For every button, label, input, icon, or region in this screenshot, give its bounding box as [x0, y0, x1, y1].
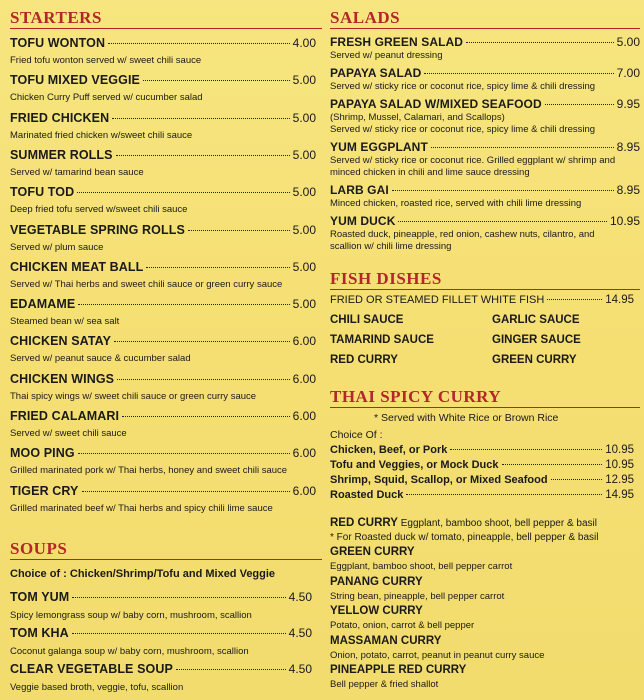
menu-item-desc: Spicy lemongrass soup w/ baby corn, mushroom, scallion	[10, 610, 252, 621]
menu-item-price: 9.95	[616, 97, 640, 111]
menu-item-row	[10, 36, 316, 50]
menu-item-price: 6.00	[292, 371, 316, 386]
menu-item-name: TOM KHA	[10, 626, 69, 640]
menu-item-desc: Veggie based broth, veggie, tofu, scallion	[10, 682, 184, 693]
menu-item-desc: Deep fried tofu served w/sweet chili sauce	[10, 204, 188, 216]
menu-item-price: 8.95	[616, 140, 640, 154]
menu-item-desc: Steamed bean w/ sea salt	[10, 316, 120, 328]
menu-item-row	[10, 484, 316, 498]
menu-item-name: PAPAYA SALAD	[330, 66, 422, 80]
curry-type-desc: Eggplant, bamboo shoot, bell pepper carrot	[330, 561, 513, 572]
menu-item-row	[10, 260, 316, 274]
curry-type-desc: String bean, pineapple, bell pepper carrot	[330, 590, 505, 602]
menu-item-row	[10, 148, 316, 162]
menu-item-price: 6.00	[292, 334, 316, 349]
leader-dots	[78, 304, 289, 305]
leader-dots	[122, 416, 290, 417]
menu-item-name: CHICKEN WINGS	[10, 371, 115, 386]
leader-dots	[114, 341, 290, 342]
menu-item-row	[10, 409, 316, 423]
curry-option-price: 14.95	[605, 489, 634, 501]
menu-item-price: 4.50	[288, 626, 312, 640]
red-curry-desc: Eggplant, bamboo shoot, bell pepper & basil	[400, 518, 597, 529]
leader-dots	[72, 597, 285, 598]
menu-item-price: 5.00	[292, 147, 316, 162]
starters-title: STARTERS	[10, 8, 102, 27]
menu-item-row	[10, 223, 316, 237]
curry-option-row	[330, 459, 634, 471]
menu-item-price: 5.00	[292, 110, 316, 125]
curry-type-desc: Onion, potato, carrot, peanut in peanut curry sauce	[330, 649, 545, 661]
menu-item-name: TOFU MIXED VEGGIE	[10, 73, 140, 88]
menu-item-row	[10, 590, 312, 604]
curry-option-price: 12.95	[605, 474, 634, 486]
menu-item-row	[330, 140, 640, 154]
menu-item-price: 7.00	[616, 66, 640, 80]
menu-item-desc: Served w/ sticky rice or coconut rice, spicy lime & chili dressing	[330, 81, 596, 92]
curry-option-name: Shrimp, Squid, Scallop, or Mixed Seafood	[330, 474, 548, 486]
leader-dots	[424, 73, 613, 74]
menu-item-desc: Served w/ tamarind bean sauce	[10, 166, 144, 178]
menu-item-name: YUM EGGPLANT	[330, 140, 428, 154]
menu-item-desc: Served w/ peanut sauce & cucumber salad	[10, 353, 191, 365]
curry-title: THAI SPICY CURRY	[330, 387, 502, 406]
curry-option-name: Roasted Duck	[330, 489, 404, 501]
curry-option-row	[330, 474, 634, 486]
menu-item-name: FRIED CALAMARI	[10, 409, 120, 423]
menu-item-name: TIGER CRY	[10, 483, 79, 498]
menu-item-name: SUMMER ROLLS	[10, 147, 113, 162]
fish-sauce: RED CURRY	[330, 354, 398, 366]
menu-item-price: 5.00	[292, 222, 316, 237]
leader-dots	[545, 104, 614, 105]
curry-type-desc: Bell pepper & fried shallot	[330, 679, 439, 690]
menu-item-row	[10, 297, 316, 311]
leader-dots	[450, 449, 602, 450]
leader-dots	[72, 633, 286, 634]
leader-dots	[143, 80, 290, 81]
menu-item-price: 4.50	[288, 662, 312, 676]
curry-option-price: 10.95	[605, 444, 634, 456]
menu-item-desc: Served w/ Thai herbs and sweet chili sauce or green curry sauce	[10, 278, 283, 290]
menu-item-name: EDAMAME	[10, 297, 76, 312]
menu-item-price: 4.00	[292, 36, 316, 50]
leader-dots	[116, 155, 290, 156]
menu-item-name: CLEAR VEGETABLE SOUP	[10, 662, 173, 676]
menu-item-desc: Served w/ sweet chili sauce	[10, 428, 127, 439]
menu-item-desc: Roasted duck, pineapple, red onion, cashew nuts, cilantro, and	[330, 229, 595, 240]
fish-title: FISH DISHES	[330, 269, 442, 288]
curry-served-note: * Served with White Rice or Brown Rice	[374, 412, 559, 424]
curry-type-desc: Potato, onion, carrot & bell pepper	[330, 620, 475, 631]
soups-title: SOUPS	[10, 539, 68, 558]
fish-sauce: TAMARIND SAUCE	[330, 334, 434, 346]
fish-sauce: GREEN CURRY	[492, 354, 577, 366]
leader-dots	[392, 190, 614, 191]
menu-item-row	[10, 73, 316, 87]
menu-item-desc: Served w/ sticky rice or coconut rice, spicy lime & chili dressing	[330, 124, 596, 135]
leader-dots	[108, 43, 290, 44]
menu-item-desc: Grilled marinated pork w/ Thai herbs, honey and sweet chili sauce	[10, 465, 288, 477]
menu-item-name: VEGETABLE SPRING ROLLS	[10, 222, 185, 237]
menu-item-price: 6.00	[292, 409, 316, 423]
leader-dots	[551, 479, 603, 480]
menu-item-price: 5.00	[616, 35, 640, 49]
leader-dots	[431, 147, 614, 148]
salads-rule	[330, 28, 640, 29]
curry-type-name: PANANG CURRY	[330, 575, 423, 588]
menu-item-desc: Marinated fried chicken w/sweet chili sauce	[10, 129, 193, 141]
fish-sauce: CHILI SAUCE	[330, 314, 404, 326]
menu-item-row	[330, 183, 640, 197]
menu-item-name: MOO PING	[10, 446, 75, 461]
menu-item-name: YUM DUCK	[330, 214, 396, 228]
leader-dots	[502, 464, 603, 465]
curry-option-name: Tofu and Veggies, or Mock Duck	[330, 459, 499, 471]
curry-rule	[330, 407, 640, 408]
fish-rule	[330, 289, 640, 290]
menu-item-row	[10, 185, 316, 199]
menu-item-desc: Coconut galanga soup w/ baby corn, mushroom, scallion	[10, 646, 249, 657]
menu-item-desc: scallion w/ chili lime dressing	[330, 241, 452, 252]
curry-option-price: 10.95	[605, 459, 634, 471]
menu-item-row	[10, 626, 312, 640]
curry-option-row	[330, 489, 634, 501]
menu-item-desc: Minced chicken, roasted rice, served with chili lime dressing	[330, 198, 582, 209]
menu-item-name: PAPAYA SALAD W/MIXED SEAFOOD	[330, 97, 542, 111]
leader-dots	[112, 118, 289, 119]
menu-item-price: 5.00	[292, 297, 316, 312]
soups-rule	[10, 559, 322, 560]
menu-item-row	[10, 111, 316, 125]
menu-item-desc: Grilled marinated beef w/ Thai herbs and spicy chili lime sauce	[10, 502, 273, 514]
leader-dots	[117, 379, 290, 380]
fish-fillet-name: FRIED OR STEAMED FILLET WHITE FISH	[330, 294, 545, 306]
menu-item-desc: Fried tofu wonton served w/ sweet chili sauce	[10, 55, 202, 66]
leader-dots	[176, 669, 286, 670]
menu-item-price: 6.00	[292, 446, 316, 461]
menu-item-desc: Thai spicy wings w/ sweet chili sauce or green curry sauce	[10, 390, 257, 402]
soups-choice: Choice of : Chicken/Shrimp/Tofu and Mixed Veggie	[10, 568, 276, 580]
fish-sauce: GARLIC SAUCE	[492, 314, 580, 326]
menu-item-row	[330, 35, 640, 49]
curry-choice: Choice Of :	[330, 429, 383, 441]
menu-item-name: TOFU TOD	[10, 185, 75, 200]
menu-item-row	[330, 214, 640, 228]
menu-item-name: TOM YUM	[10, 590, 70, 604]
fish-fillet-dots	[547, 299, 602, 300]
leader-dots	[78, 453, 290, 454]
fish-sauce: GINGER SAUCE	[492, 334, 581, 346]
menu-item-row	[10, 334, 316, 348]
menu-item-name: CHICKEN SATAY	[10, 334, 112, 349]
menu-item-price: 4.50	[288, 590, 312, 604]
fish-fillet-row	[330, 294, 634, 306]
menu-item-desc: Served w/ sticky rice or coconut rice. Grilled eggplant w/ shrimp and	[330, 155, 616, 166]
menu-item-desc: Served w/ peanut dressing	[330, 50, 443, 61]
menu-item-row	[330, 66, 640, 80]
menu-item-price: 5.00	[292, 185, 316, 200]
menu-item-name: TOFU WONTON	[10, 36, 106, 50]
menu-item-desc: (Shrimp, Mussel, Calamari, and Scallops)	[330, 112, 505, 123]
menu-item-name: FRESH GREEN SALAD	[330, 35, 464, 49]
curry-type-name: GREEN CURRY	[330, 546, 415, 558]
menu-item-price: 6.00	[292, 483, 316, 498]
menu-item-name: FRIED CHICKEN	[10, 110, 110, 125]
curry-option-row	[330, 444, 634, 456]
menu-item-price: 5.00	[292, 259, 316, 274]
curry-option-name: Chicken, Beef, or Pork	[330, 444, 448, 456]
curry-type-name: MASSAMAN CURRY	[330, 634, 442, 647]
leader-dots	[406, 494, 602, 495]
menu-item-desc: minced chicken in chili and lime sauce dressing	[330, 167, 530, 178]
leader-dots	[82, 491, 290, 492]
leader-dots	[188, 230, 290, 231]
menu-item-row	[10, 372, 316, 386]
red-curry-name: RED CURRY	[330, 517, 398, 529]
menu-item-row	[10, 662, 312, 676]
salads-title: SALADS	[330, 8, 401, 27]
menu-item-price: 10.95	[609, 214, 640, 228]
menu-item-row	[330, 97, 640, 111]
curry-type-name: YELLOW CURRY	[330, 605, 423, 617]
curry-type-name: PINEAPPLE RED CURRY	[330, 664, 467, 676]
leader-dots	[466, 42, 614, 43]
menu-item-name: CHICKEN MEAT BALL	[10, 259, 144, 274]
menu-item-price: 5.00	[292, 73, 316, 88]
red-curry-row	[330, 517, 597, 529]
fish-fillet-price: 14.95	[605, 294, 634, 306]
red-curry-duck-note: * For Roasted duck w/ tomato, pineapple, bell pepper & basil	[330, 532, 599, 543]
menu-item-price: 8.95	[616, 183, 640, 197]
leader-dots	[146, 267, 289, 268]
menu-item-desc: Chicken Curry Puff served w/ cucumber salad	[10, 92, 203, 104]
starters-rule	[10, 28, 322, 29]
menu-item-desc: Served w/ plum sauce	[10, 241, 104, 253]
menu-item-name: LARB GAI	[330, 183, 389, 197]
menu-item-row	[10, 446, 316, 460]
leader-dots	[398, 221, 607, 222]
leader-dots	[77, 192, 289, 193]
